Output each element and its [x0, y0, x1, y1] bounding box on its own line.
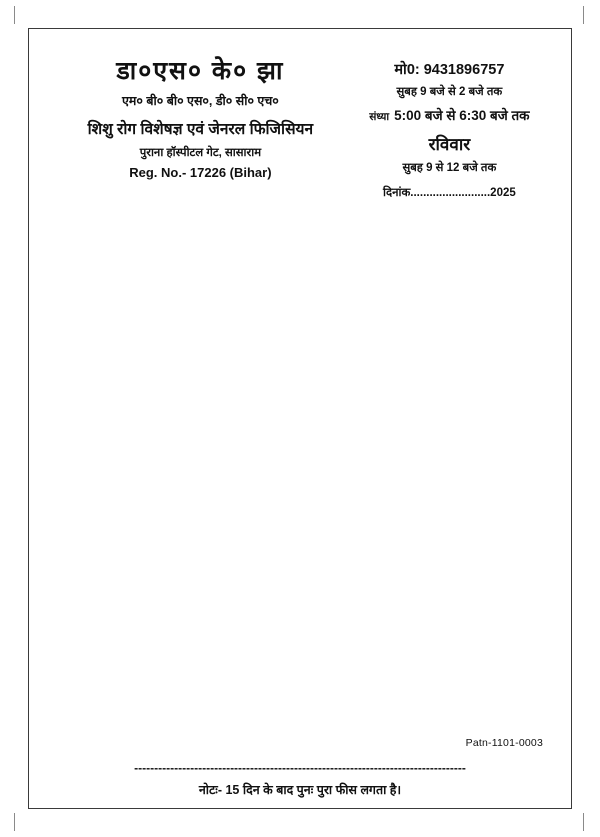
- date-field: दिनांक.........................2025: [383, 187, 516, 199]
- footer: [29, 737, 571, 808]
- morning-timing: सुबह 9 बजे से 2 बजे तक: [396, 86, 503, 98]
- crop-mark-bottom-left: [14, 813, 15, 831]
- doctor-specialty: शिशु रोग विशेषज्ञ एवं जेनरल फिजिसियन: [87, 120, 314, 138]
- doctor-details-block: [51, 57, 350, 180]
- prescription-writing-area: [29, 219, 571, 708]
- doctor-name: डा०एस० के० झा: [116, 57, 285, 85]
- crop-mark-top-left: [14, 6, 15, 24]
- prescription-sheet: [28, 28, 572, 809]
- crop-mark-bottom-right: [583, 813, 584, 831]
- clinic-address: पुराना हॉस्पीटल गेट, सासाराम: [139, 146, 262, 159]
- phone-number: मो0: 9431896757: [394, 62, 505, 78]
- evening-timing: 5:00 बजे से 6:30 बजे तक: [394, 108, 530, 123]
- evening-label: संध्या: [369, 111, 390, 123]
- letterhead: [29, 29, 571, 200]
- evening-timing-row: [350, 106, 549, 124]
- crop-mark-top-right: [583, 6, 584, 24]
- contact-timing-block: [350, 57, 549, 200]
- divider-dashes: -----------------------------------------------------------------------------------: [134, 761, 466, 775]
- doctor-degrees: एम० बी० बी० एस०, डी० सी० एच०: [122, 93, 279, 108]
- sunday-timing: सुबह 9 से 12 बजे तक: [402, 162, 497, 174]
- sunday-label: रविवार: [428, 135, 471, 154]
- print-code: Patn-1101-0003: [465, 737, 543, 749]
- footer-note: नोटः- 15 दिन के बाद पुनः पुरा फीस लगता है।: [198, 783, 402, 797]
- registration-number: Reg. No.- 17226 (Bihar): [129, 164, 272, 180]
